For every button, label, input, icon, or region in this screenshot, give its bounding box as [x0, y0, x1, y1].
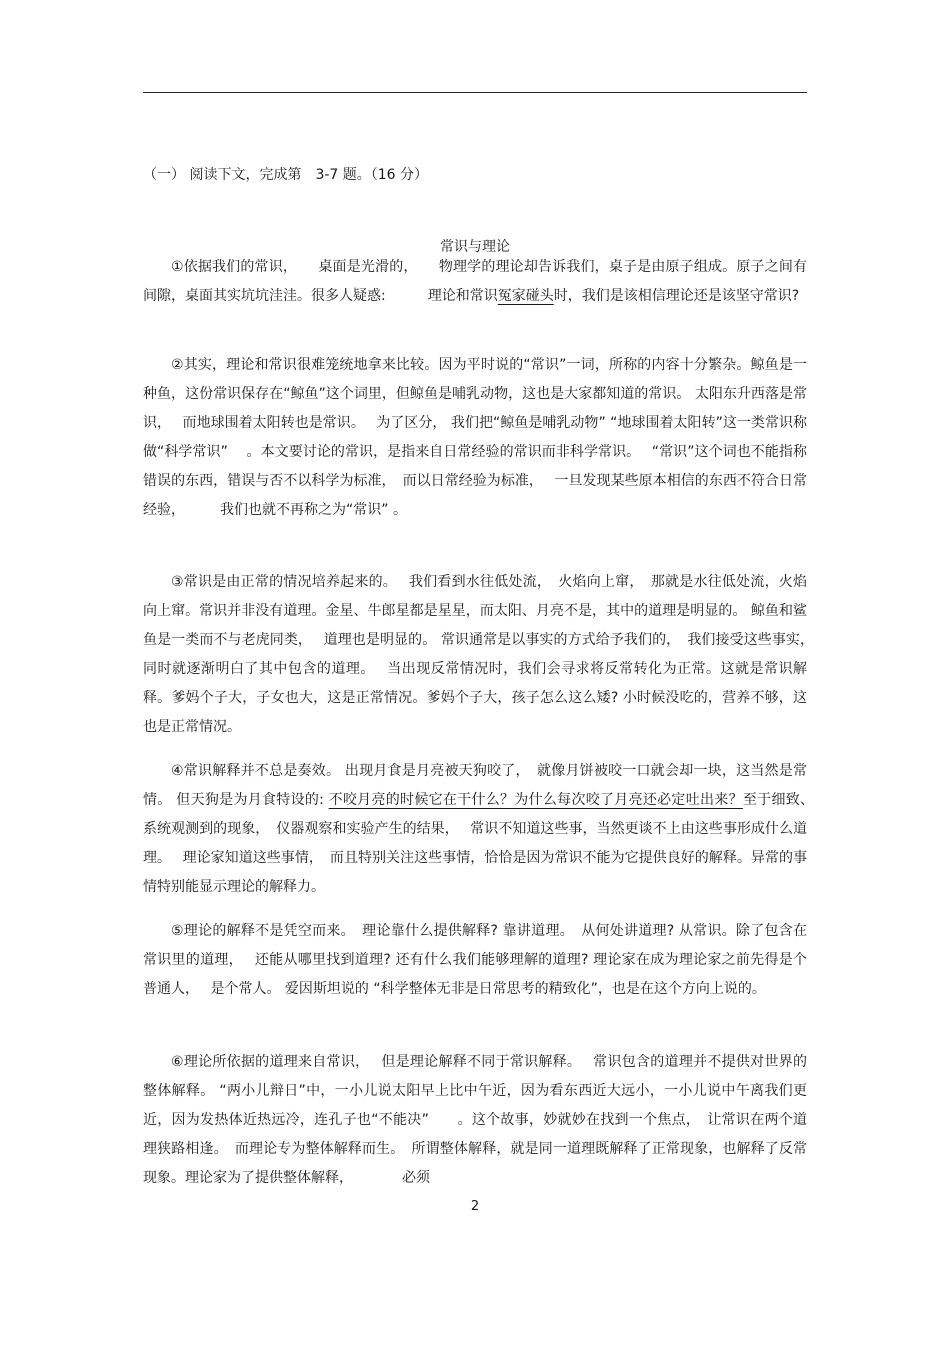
paragraph-text: ④常识解释并不总是奏效。 出现月食是月亮被天狗咬了， 就像月饼被咬一口就会却一块，这当然是常情。 但天狗是为月食特设的:: [143, 763, 807, 808]
paragraph-3: [143, 568, 821, 742]
top-rule: [143, 92, 807, 93]
paragraph-text: ②其实，理论和常识很难笼统地拿来比较。因为平时说的“常识”一词，所称的内容十分繁杂。鲸鱼是一种鱼，这份常识保存在“鲸鱼”这个词里，但鲸鱼是哺乳动物，这也是大家都知道的常识。 太阳东升西落是常识， 而地球围着太阳转也是常识。 为了区分， 我们把“鲸鱼是哺乳动物” “地球围着太阳转”这一类常识称做“科学常识” 。本文要讨论的常识，是指来自日常经验的常识而非科学常识。 “常识”这个词也不能指称错误的东西，错误与否不以科学为标准， 而以日常经验为标准， 一旦发现某些原本相信的东西不符合日常经验， 我们也就不再称之为“常识” 。: [143, 357, 807, 518]
paragraph-6: [143, 1048, 807, 1193]
section-heading: （一） 阅读下文，完成第 3-7 题。（16 分）: [143, 167, 429, 183]
underlined-question: 不咬月亮的时候它在干什么？为什么每次咬了月亮还必定吐出来？: [328, 792, 743, 808]
paragraph-1: [143, 253, 807, 311]
paragraph-5: [143, 917, 807, 1004]
paragraph-text: 至于细致、 系统观测到的现象， 仪器观察和实验产生的结果， 常识不知道这些事，当然更谈不上由这些事形成什么道理。 理论家知道这些事情， 而且特别关注这些事情，恰恰是因为常识不能为它提供良好的解释。异常的事情特别能显示理论的解释力。: [143, 792, 822, 895]
underlined-phrase: 冤家碰头: [497, 288, 554, 304]
paragraph-2: [143, 351, 807, 525]
page-number: 2: [470, 1199, 480, 1214]
article-title: 常识与理论: [440, 239, 510, 255]
paragraph-text: ⑤理论的解释不是凭空而来。 理论靠什么提供解释? 靠讲道理。 从何处讲道理? 从常识。除了包含在常识里的道理， 还能从哪里找到道理? 还有什么我们能够理解的道理? 理论家在成为理论家之前先得是个普通人， 是个常人。 爱因斯坦说的 “科学整体无非是日常思考的精致化”，也是在这个方向上说的。: [143, 923, 807, 997]
paragraph-text: ①依据我们的常识， 桌面是光滑的， 物理学的理论却告诉我们，桌子是由原子组成。原子之间有间隙，桌面其实坑坑洼洼。很多人疑惑: 理论和常识: [143, 259, 807, 304]
paragraph-4: [143, 757, 822, 902]
paragraph-text: 时，我们是该相信理论还是该坚守常识?: [553, 288, 800, 304]
paragraph-text: ⑥理论所依据的道理来自常识， 但是理论解释不同于常识解释。 常识包含的道理并不提供对世界的整体解释。 “两小儿辩日”中，一小儿说太阳早上比中午近，因为看东西近大远小，一小儿说中午离我们更近，因为发热体近热远冷，连孔子也“不能决” 。这个故事，妙就妙在找到一个焦点， 让常识在两个道理狭路相逢。 而理论专为整体解释而生。 所谓整体解释，就是同一道理既解释了正常现象，也解释了反常现象。理论家为了提供整体解释， 必须: [143, 1054, 807, 1186]
paragraph-text: ③常识是由正常的情况培养起来的。 我们看到水往低处流， 火焰向上窜， 那就是水往低处流，火焰向上窜。常识并非没有道理。金星、牛郎星都是星星，而太阳、月亮不是，其中的道理是明显的。 鲸鱼和鲨鱼是一类而不与老虎同类， 道理也是明显的。 常识通常是以事实的方式给予我们的， 我们接受这些事实， 同时就逐渐明白了其中包含的道理。 当出现反常情况时，我们会寻求将反常转化为正常。这就是常识解释。爹妈个子大，子女也大，这是正常情况。爹妈个子大，孩子怎么这么矮? 小时候没吃的，营养不够，这也是正常情况。: [143, 574, 821, 735]
